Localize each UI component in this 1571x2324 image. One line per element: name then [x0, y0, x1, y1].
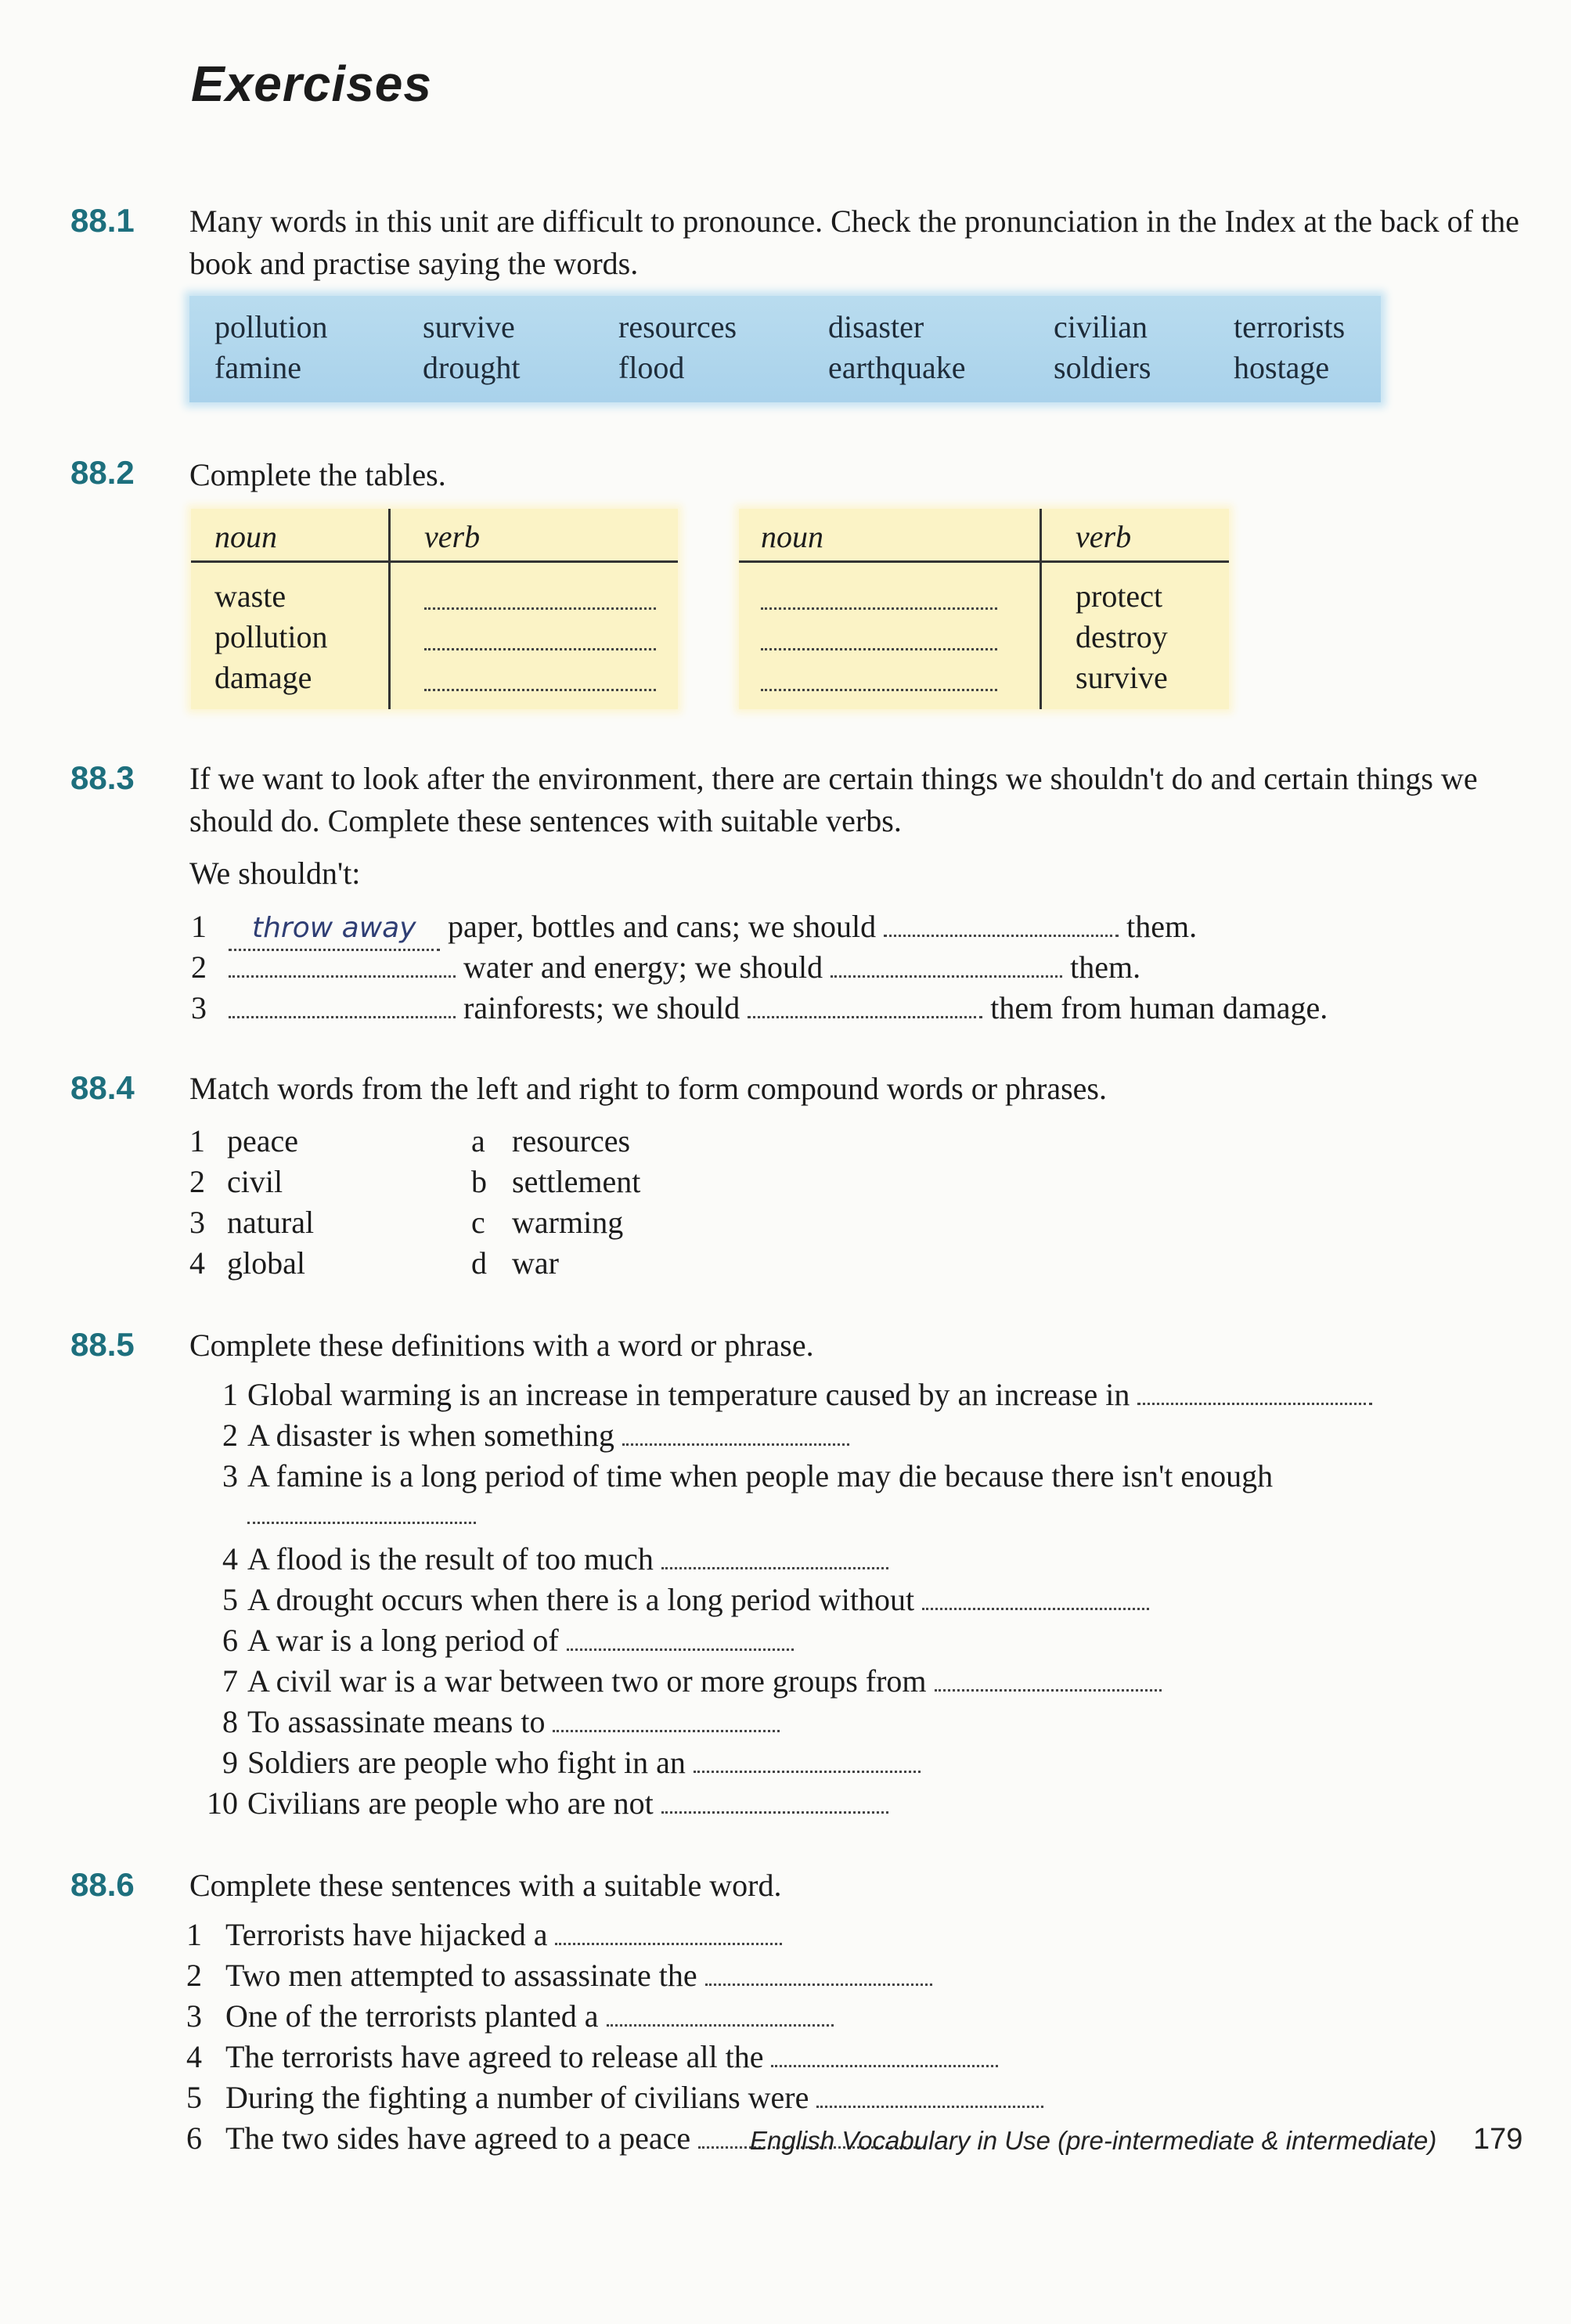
item-number: 4 [222, 1541, 238, 1576]
book-footer: English Vocabulary in Use (pre-intermediate & intermediate) [750, 2126, 1437, 2155]
table-header: verb [424, 519, 481, 554]
item-number: 2 [222, 1418, 238, 1453]
table-header: noun [761, 519, 823, 554]
table-cell: damage [214, 660, 312, 695]
item-text: Terrorists have hijacked a [225, 1917, 548, 1952]
answer-blank[interactable] [247, 1498, 476, 1524]
word: resources [618, 309, 737, 344]
definition-item [191, 1783, 888, 1824]
item-number: 3 [186, 1998, 202, 2034]
answer-blank[interactable] [553, 1706, 780, 1732]
answer-blank[interactable] [761, 625, 997, 650]
sentence-item [186, 2077, 1043, 2118]
item-number: 7 [222, 1663, 238, 1699]
match-right-item [471, 1243, 559, 1284]
table-cell: protect [1076, 578, 1163, 614]
item-text: water and energy; we should [463, 949, 823, 985]
definition-item [191, 1375, 1372, 1415]
answer-blank[interactable] [694, 1747, 921, 1773]
answer-blank[interactable] [816, 2082, 1043, 2108]
exercise-number: 88.6 [70, 1866, 135, 1903]
answer-blank[interactable] [622, 1420, 849, 1446]
exercise-number: 88.1 [70, 202, 135, 239]
definition-item-continuation [247, 1493, 476, 1534]
item-text: Two men attempted to assassinate the [225, 1958, 697, 1993]
answer-blank[interactable] [771, 2041, 998, 2067]
item-number: 1 [191, 909, 207, 944]
sentence-item [191, 906, 1197, 951]
answer-blank[interactable] [831, 952, 1062, 978]
divider [739, 560, 1229, 563]
table-cell: destroy [1076, 619, 1168, 654]
divider [1040, 509, 1042, 709]
word: pollution [214, 309, 328, 344]
item-text: The two sides have agreed to a peace [225, 2120, 691, 2156]
match-left-item [189, 1243, 305, 1284]
item-text: warming [512, 1205, 624, 1240]
match-right-item [471, 1202, 623, 1243]
exercise-instruction: Many words in this unit are difficult to pronounce. Check the pronunciation in the Index at the back of the book and practise saying the words. [189, 204, 1519, 281]
answer-blank[interactable] [607, 2001, 834, 2027]
item-text: civil [227, 1164, 283, 1199]
item-text: them from human damage. [990, 990, 1328, 1025]
item-text: A civil war is a war between two or more groups from [247, 1663, 927, 1699]
answer-blank[interactable] [424, 584, 656, 610]
item-text: war [512, 1245, 559, 1281]
divider [191, 560, 678, 563]
item-text: settlement [512, 1164, 641, 1199]
item-text: A famine is a long period of time when people may die because there isn't enough [247, 1458, 1274, 1493]
word: drought [423, 350, 521, 385]
word: hostage [1234, 350, 1330, 385]
item-number: 6 [186, 2120, 202, 2156]
exercise-instruction: Complete these sentences with a suitable word. [189, 1868, 782, 1903]
item-letter: d [471, 1245, 487, 1281]
word-box [189, 296, 1381, 402]
definition-item [191, 1415, 849, 1456]
item-number: 10 [207, 1785, 238, 1821]
divider [388, 509, 391, 709]
example-answer: throw away [229, 908, 440, 951]
item-number: 3 [222, 1458, 238, 1493]
definition-item [191, 1661, 1162, 1702]
table-header: noun [214, 519, 277, 554]
answer-blank[interactable] [705, 1960, 932, 1986]
answer-blank[interactable] [229, 993, 456, 1018]
word: flood [618, 350, 685, 385]
item-number: 6 [222, 1623, 238, 1658]
answer-blank[interactable] [661, 1788, 888, 1814]
item-text: global [227, 1245, 305, 1281]
item-text: natural [227, 1205, 315, 1240]
item-letter: a [471, 1123, 485, 1158]
item-number: 3 [191, 990, 207, 1025]
definition-item [191, 1702, 780, 1742]
item-number: 5 [186, 2080, 202, 2115]
word: civilian [1054, 309, 1148, 344]
answer-blank[interactable] [884, 911, 1119, 937]
item-text: A disaster is when something [247, 1418, 614, 1453]
table-cell: pollution [214, 619, 328, 654]
answer-blank[interactable] [761, 665, 997, 691]
item-text: Global warming is an increase in temperature caused by an increase in [247, 1377, 1130, 1412]
match-left-item [189, 1121, 298, 1162]
item-text: During the fighting a number of civilians were [225, 2080, 809, 2115]
word: famine [214, 350, 302, 385]
answer-blank[interactable] [567, 1625, 794, 1651]
exercise-instruction: Match words from the left and right to form compound words or phrases. [189, 1071, 1107, 1106]
noun-verb-table-1 [191, 509, 678, 709]
exercise-number: 88.3 [70, 759, 135, 796]
definition-item [191, 1456, 1273, 1497]
word: terrorists [1234, 309, 1346, 344]
item-text: One of the terrorists planted a [225, 1998, 599, 2034]
item-number: 1 [186, 1917, 202, 1952]
item-number: 1 [222, 1377, 238, 1412]
answer-blank[interactable] [229, 952, 456, 978]
item-text: Civilians are people who are not [247, 1785, 654, 1821]
item-number: 2 [186, 1958, 202, 1993]
sentence-item [186, 2037, 998, 2077]
item-text: A drought occurs when there is a long period without [247, 1582, 915, 1617]
item-letter: b [471, 1164, 487, 1199]
answer-blank[interactable] [555, 1919, 782, 1945]
item-number: 8 [222, 1704, 238, 1739]
exercise-instruction: If we want to look after the environment, there are certain things we shouldn't do and certain things we should do. Complete these sentences with suitable verbs. [189, 761, 1478, 838]
exercise-instruction: Complete these definitions with a word or phrase. [189, 1328, 814, 1363]
answer-blank[interactable] [922, 1584, 1149, 1610]
match-right-item [471, 1121, 630, 1162]
exercise-instruction: Complete the tables. [189, 457, 446, 492]
exercise-lead: We shouldn't: [189, 856, 361, 891]
sentence-item [191, 988, 1328, 1029]
item-number: 4 [189, 1245, 205, 1281]
definition-item [191, 1539, 888, 1580]
word: earthquake [828, 350, 966, 385]
answer-blank[interactable] [661, 1544, 888, 1569]
sentence-item [186, 1955, 932, 1996]
exercise-number: 88.5 [70, 1326, 135, 1363]
sentence-item [186, 1915, 782, 1955]
item-number: 9 [222, 1745, 238, 1780]
word: survive [423, 309, 515, 344]
item-text: peace [227, 1123, 299, 1158]
exercise-number: 88.4 [70, 1069, 135, 1106]
page-number: 179 [1473, 2123, 1523, 2156]
table-cell: waste [214, 578, 286, 614]
item-text: Soldiers are people who fight in an [247, 1745, 686, 1780]
match-right-item [471, 1162, 640, 1202]
sentence-item [191, 947, 1140, 988]
table-header: verb [1076, 519, 1132, 554]
answer-blank[interactable] [424, 665, 656, 691]
word: soldiers [1054, 350, 1151, 385]
answer-blank[interactable] [1137, 1379, 1372, 1405]
item-number: 2 [191, 949, 207, 985]
answer-blank[interactable] [748, 993, 982, 1018]
item-text: A flood is the result of too much [247, 1541, 654, 1576]
item-text: resources [512, 1123, 631, 1158]
answer-blank[interactable] [935, 1666, 1162, 1692]
match-left-item [189, 1162, 283, 1202]
item-number: 3 [189, 1205, 205, 1240]
page-title: Exercises [191, 56, 432, 112]
item-text: them. [1070, 949, 1141, 985]
table-cell: survive [1076, 660, 1168, 695]
match-left-item [189, 1202, 314, 1243]
item-number: 4 [186, 2039, 202, 2074]
answer-blank[interactable] [424, 625, 656, 650]
item-letter: c [471, 1205, 485, 1240]
item-text: paper, bottles and cans; we should [448, 909, 877, 944]
item-text: rainforests; we should [463, 990, 740, 1025]
item-number: 2 [189, 1164, 205, 1199]
definition-item [191, 1742, 921, 1783]
item-text: them. [1126, 909, 1198, 944]
item-text: A war is a long period of [247, 1623, 559, 1658]
exercise-number: 88.2 [70, 454, 135, 491]
answer-blank[interactable] [761, 584, 997, 610]
sentence-item [186, 1996, 834, 2037]
definition-item [191, 1620, 794, 1661]
item-number: 5 [222, 1582, 238, 1617]
item-text: The terrorists have agreed to release all the [225, 2039, 764, 2074]
noun-verb-table-2 [739, 509, 1229, 709]
item-number: 1 [189, 1123, 205, 1158]
item-text: To assassinate means to [247, 1704, 546, 1739]
definition-item [191, 1580, 1149, 1620]
word: disaster [828, 309, 924, 344]
